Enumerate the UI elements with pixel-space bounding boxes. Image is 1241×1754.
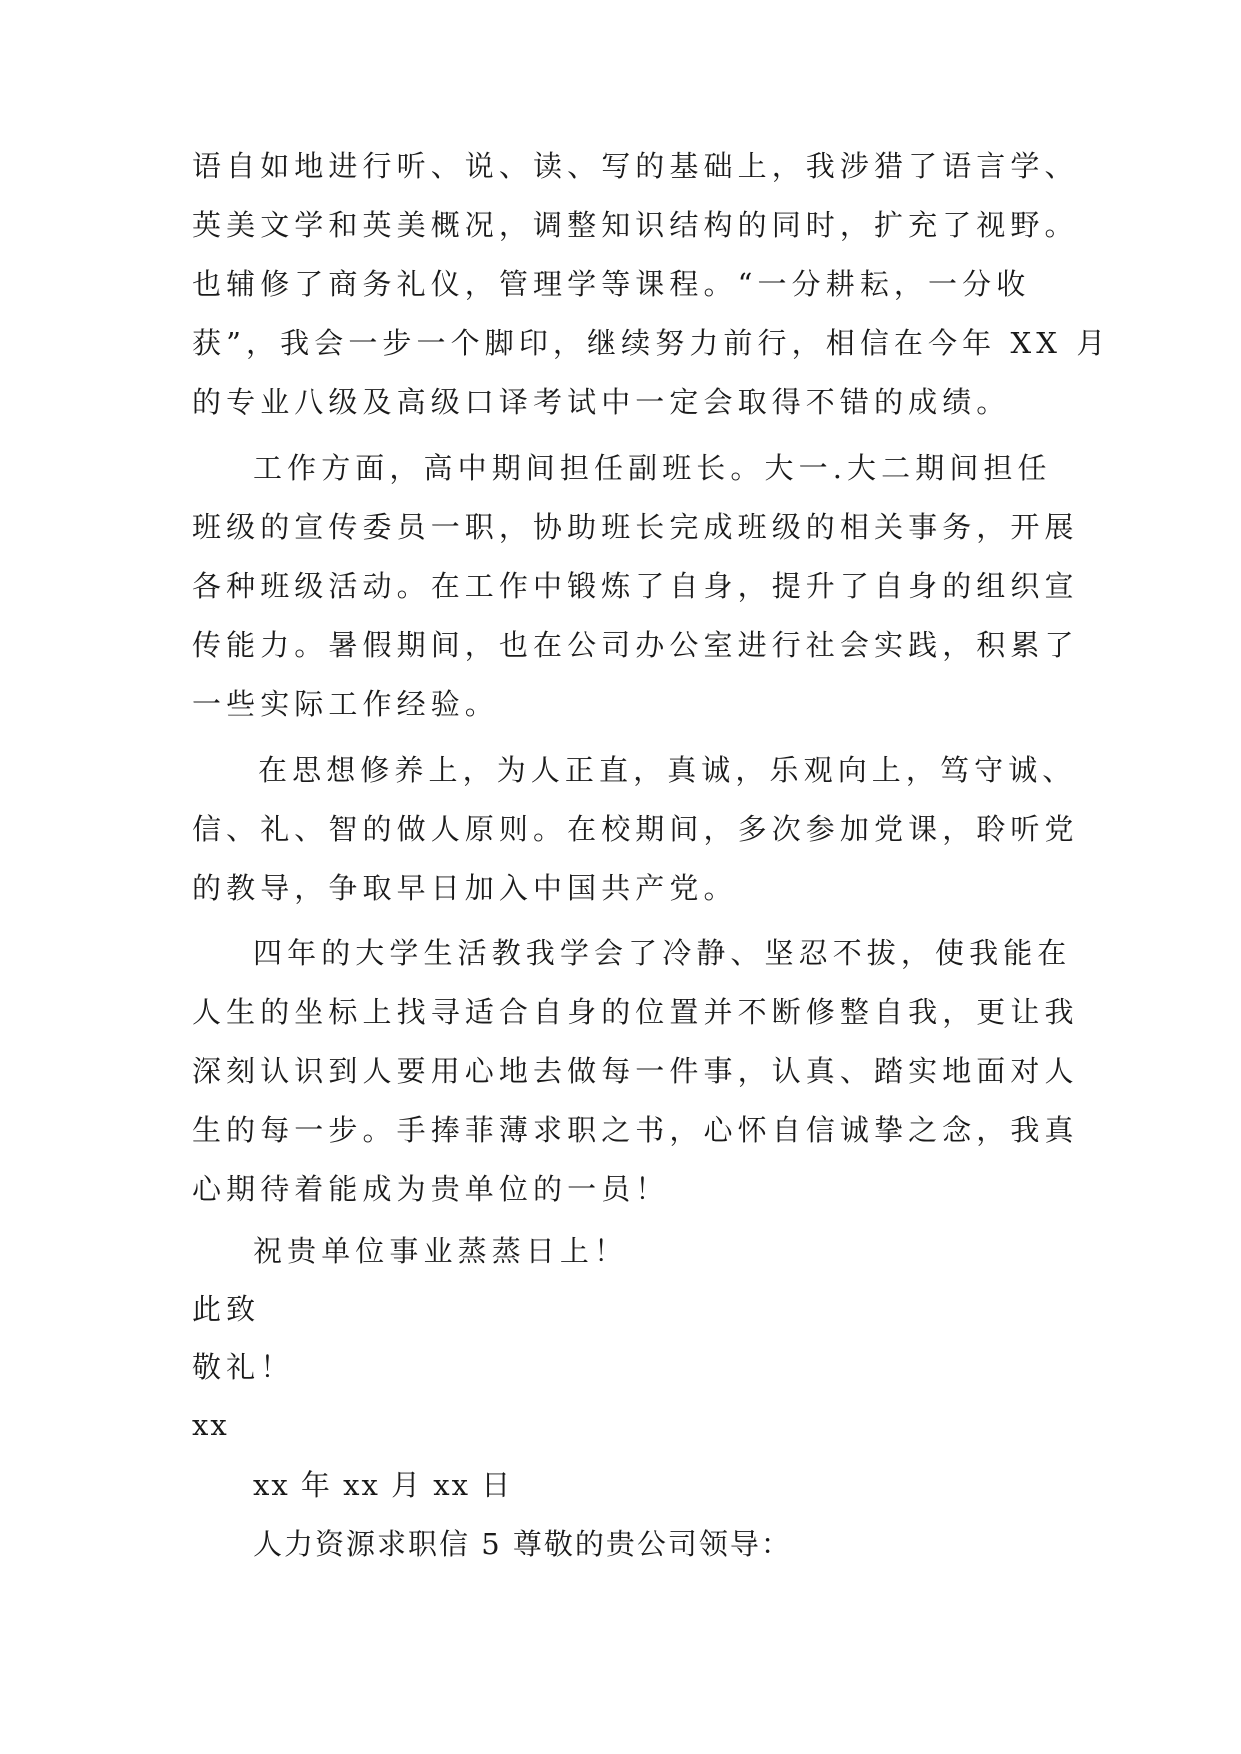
paragraph-summary-first-line: 四年的大学生活教我学会了冷静、坚忍不拔，使我能在 <box>253 936 1072 970</box>
body-line: 深刻认识到人要用心地去做每一件事，认真、踏实地面对人 <box>192 1054 1079 1088</box>
closing-wish: 祝贵单位事业蒸蒸日上！ <box>253 1234 629 1268</box>
body-line: 各种班级活动。在工作中锻炼了自身，提升了自身的组织宣 <box>192 569 1079 603</box>
paragraph-character-first-line: 在思想修养上，为人正直，真诚，乐观向上，笃守诚、 <box>258 753 1077 787</box>
body-line: 获”，我会一步一个脚印，继续努力前行，相信在今年 XX 月 <box>192 326 1111 360</box>
body-line: 的专业八级及高级口译考试中一定会取得不错的成绩。 <box>192 385 1011 419</box>
body-line: 班级的宣传委员一职，协助班长完成班级的相关事务，开展 <box>192 510 1079 544</box>
body-line: 心期待着能成为贵单位的一员！ <box>192 1172 670 1206</box>
salutation-jingli: 敬礼！ <box>192 1350 295 1384</box>
body-line: 信、礼、智的做人原则。在校期间，多次参加党课，聆听党 <box>192 812 1079 846</box>
body-line: 英美文学和英美概况，调整知识结构的同时，扩充了视野。 <box>192 208 1079 242</box>
body-line: 一些实际工作经验。 <box>192 687 499 721</box>
body-line: 人生的坐标上找寻适合自身的位置并不断修整自我，更让我 <box>192 995 1079 1029</box>
signature-name: xx <box>192 1408 229 1442</box>
salutation-cizhi: 此致 <box>192 1292 261 1326</box>
body-line: 也辅修了商务礼仪，管理学等课程。“一分耕耘，一分收 <box>192 267 1031 301</box>
signature-date: xx 年 xx 月 xx 日 <box>253 1468 513 1502</box>
next-letter-heading: 人力资源求职信 5 尊敬的贵公司领导： <box>253 1527 792 1561</box>
body-line: 传能力。暑假期间，也在公司办公室进行社会实践，积累了 <box>192 628 1079 662</box>
body-line: 生的每一步。手捧菲薄求职之书，心怀自信诚挚之念，我真 <box>192 1113 1079 1147</box>
body-line: 的教导，争取早日加入中国共产党。 <box>192 871 738 905</box>
paragraph-work-first-line: 工作方面，高中期间担任副班长。大一.大二期间担任 <box>253 451 1052 485</box>
body-line: 语自如地进行听、说、读、写的基础上，我涉猎了语言学、 <box>192 149 1079 183</box>
